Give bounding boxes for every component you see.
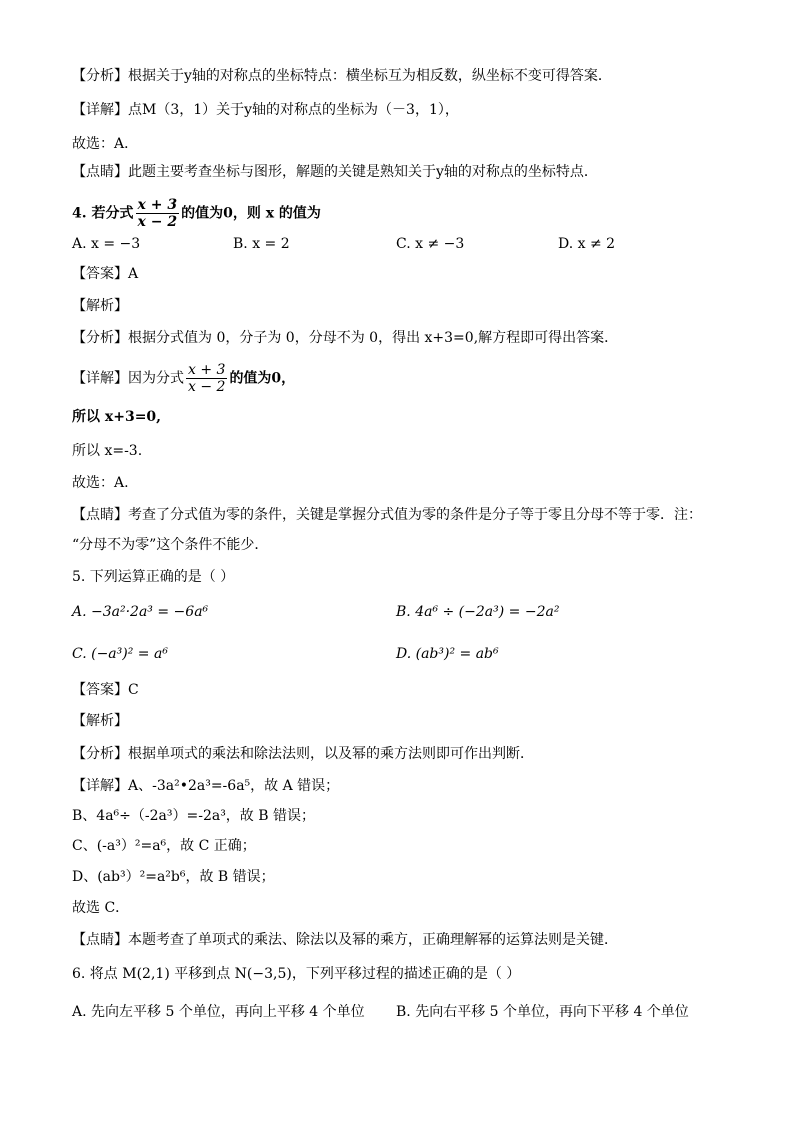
q5-option-a: A. −3a²·2a³ = −6a⁶: [72, 604, 209, 620]
q4-fraction: [136, 197, 180, 230]
q4-option-a: A. x = −3: [72, 236, 141, 252]
q4-analysis: 【分析】根据分式值为 0，分子为 0，分母不为 0，得出 x+3=0,解方程即可得出答案．: [72, 330, 619, 346]
q4-comment-1: 【点睛】考查了分式值为零的条件，关键是掌握分式值为零的条件是分子等于零且分母不等于零．注：: [72, 507, 702, 523]
q5-choose: 故选 C．: [72, 900, 130, 916]
q4-stem-prefix: 4. 若分式: [72, 205, 134, 222]
q5-option-b: B. 4a⁶ ÷ (−2a³) = −2a²: [396, 604, 560, 620]
q5-detail-c: C、(-a³）²=a⁶，故 C 正确；: [72, 838, 256, 854]
q4-detail-fraction: [186, 362, 227, 395]
q6-option-a: A. 先向左平移 5 个单位，再向上平移 4 个单位: [72, 1004, 365, 1020]
q4-detail: [72, 362, 295, 395]
q5-detail-d: D、(ab³）²=a²b⁶，故 B 错误；: [72, 869, 275, 885]
q5-stem: 5. 下列运算正确的是（ ）: [72, 569, 235, 585]
q4-detail-frac-num: x + 3: [188, 362, 226, 378]
q4-comment-2: “分母不为零”这个条件不能少．: [72, 537, 269, 553]
q4-stem: [72, 197, 321, 230]
q4-detail-suffix: 的值为0，: [229, 370, 296, 387]
q4-answer: 【答案】A: [72, 266, 139, 282]
q5-answer: 【答案】C: [72, 682, 139, 698]
q5-detail-b: B、4a⁶÷（-2a³）=-2a³，故 B 错误；: [72, 808, 315, 824]
q6-option-b: B. 先向右平移 5 个单位，再向下平移 4 个单位: [396, 1004, 689, 1020]
q4-detail-prefix: 【详解】因为分式: [72, 370, 184, 387]
q3-comment: 【点睛】此题主要考查坐标与图形，解题的关键是熟知关于y轴的对称点的坐标特点．: [72, 164, 598, 180]
q4-jiexi: 【解析】: [72, 298, 128, 314]
q3-analysis: 【分析】根据关于y轴的对称点的坐标特点：横坐标互为相反数，纵坐标不变可得答案．: [72, 68, 612, 84]
q4-step1: 所以 x+3=0,: [72, 409, 162, 425]
q4-option-b: B. x = 2: [233, 236, 290, 252]
q4-option-c: C. x ≠ −3: [396, 236, 465, 252]
q5-comment: 【点睛】本题考查了单项式的乘法、除法以及幂的乘方，正确理解幂的运算法则是关键．: [72, 932, 618, 948]
q3-detail: 【详解】点M（3，1）关于y轴的对称点的坐标为（－3，1），: [72, 102, 459, 118]
q5-detail-a: 【详解】A、-3a²•2a³=-6a⁵，故 A 错误；: [72, 778, 340, 794]
q5-jiexi: 【解析】: [72, 713, 128, 729]
q5-option-c: C. (−a³)² = a⁶: [72, 646, 168, 662]
q4-frac-num: x + 3: [137, 197, 178, 213]
q3-choose: 故选：A．: [72, 136, 139, 152]
q5-analysis: 【分析】根据单项式的乘法和除法法则，以及幂的乘方法则即可作出判断．: [72, 746, 534, 762]
q4-detail-frac-den: x − 2: [188, 379, 226, 395]
q4-frac-den: x − 2: [137, 214, 178, 230]
q4-stem-suffix: 的值为0，则 x 的值为: [181, 205, 321, 222]
q6-stem: 6. 将点 M(2,1) 平移到点 N(−3,5)，下列平移过程的描述正确的是（ ）: [72, 966, 521, 982]
q4-option-d: D. x ≠ 2: [558, 236, 616, 252]
q4-step2: 所以 x=-3.: [72, 443, 143, 459]
q5-option-d: D. (ab³)² = ab⁶: [396, 646, 499, 662]
q4-choose: 故选：A.: [72, 475, 129, 491]
